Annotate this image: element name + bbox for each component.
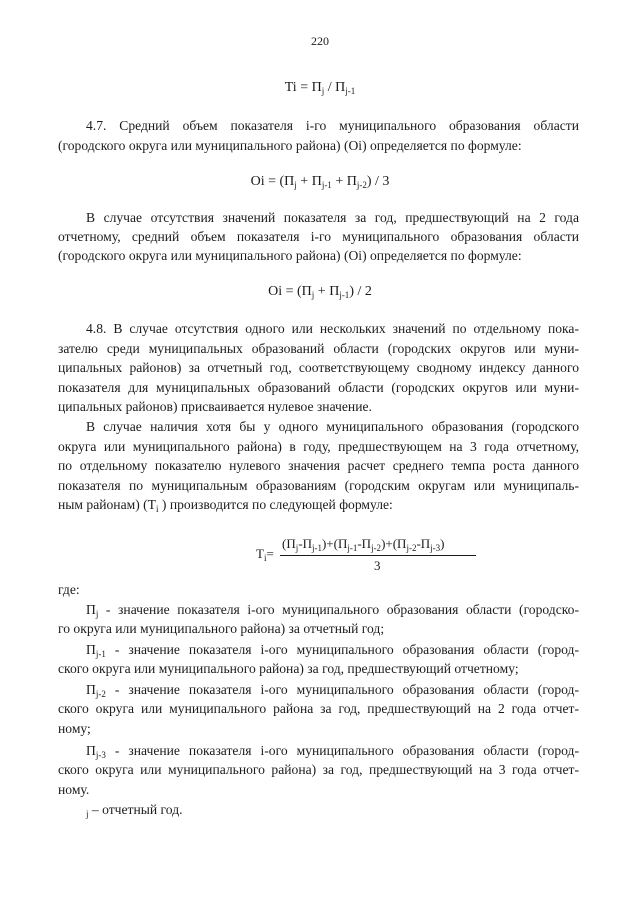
- formula-subscript: j-3: [430, 543, 441, 553]
- definition-pj-line: го округа или муниципального района) за отчетный год;: [58, 621, 385, 636]
- definition-pj1-line: [86, 641, 579, 659]
- formula-subscript: j-3: [95, 750, 106, 760]
- paragraph-4-8-line: зателю среди муниципальных образований области (городских округов или муни-: [58, 341, 579, 356]
- formula-subscript: j-1: [321, 180, 332, 190]
- formula-text: ): [440, 536, 445, 551]
- paragraph-text: ) производится по следующей формуле:: [158, 497, 393, 512]
- definition-year-line: [86, 801, 183, 819]
- formula-subscript: j: [86, 809, 89, 819]
- formula-subscript: j: [95, 609, 99, 619]
- page-number: 220: [311, 34, 329, 48]
- formula-subscript: j-1: [345, 86, 356, 96]
- formula-average-3: [0, 174, 640, 190]
- formula-text: (П: [282, 536, 296, 551]
- paragraph-absent-line: отчетному, средний объем показателя i-го муниципального образования области: [58, 229, 579, 244]
- definition-pj-line: [86, 601, 579, 619]
- definition-pj2-line: ского округа или муниципального района за год, предшествующий на 2 года отчет-: [58, 701, 579, 716]
- formula-subscript: j-2: [406, 543, 417, 553]
- formula-growth-rate: [0, 80, 640, 96]
- formula-text: Оi = (П: [268, 284, 312, 299]
- formula-text: Оi = (П: [250, 174, 295, 189]
- formula-text: + П: [314, 284, 340, 299]
- definition-text: - значение показателя i-ого муниципального образования области (город-: [105, 682, 579, 697]
- definition-text: - значение показателя i-ого муниципального образования области (город-: [105, 642, 579, 657]
- formula-subscript: j-2: [371, 543, 382, 553]
- symbol: П: [86, 602, 96, 617]
- formula-text: ) / 3: [366, 174, 390, 189]
- formula-text: + П: [296, 174, 322, 189]
- formula-subscript: j-1: [339, 290, 350, 300]
- paragraph-4-7-line: (городского округа или муниципального района) (Оi) определяется по формуле:: [58, 138, 522, 153]
- formula-text: + П: [331, 174, 357, 189]
- symbol: П: [86, 743, 96, 758]
- paragraph-absent-line: (городского округа или муниципального района) (Оi) определяется по формуле:: [58, 248, 522, 263]
- formula-lhs: [256, 546, 274, 562]
- paragraph-4-8-line: 4.8. В случае отсутствия одного или нескольких значений по отдельному пока-: [86, 321, 579, 336]
- formula-subscript: j: [321, 86, 325, 96]
- paragraph-zero-line: по отдельному показателю нулевого значения расчет среднего темпа роста данного: [58, 458, 579, 473]
- formula-text: ) / 2: [349, 284, 372, 299]
- formula-text: =: [266, 546, 274, 561]
- definition-text: – отчетный год.: [88, 802, 183, 817]
- formula-text: П: [311, 80, 322, 95]
- definition-pj3-line: ному.: [58, 782, 90, 797]
- formula-text: )+(П: [321, 536, 348, 551]
- formula-subscript: j-2: [95, 689, 106, 699]
- where-label: где:: [58, 582, 80, 597]
- paragraph-zero-line: [58, 496, 393, 514]
- formula-subscript: j-1: [95, 649, 106, 659]
- symbol: П: [86, 682, 96, 697]
- formula-subscript: j-1: [347, 543, 358, 553]
- definition-pj3-line: ского округа или муниципального района) за год, предшествующий на 3 года отчет-: [58, 762, 579, 777]
- paragraph-4-8-line: ципальных районов) за отчетный год, соответствующему сводному индексу данного: [58, 360, 579, 375]
- formula-subscript: j: [311, 290, 315, 300]
- formula-subscript: j-2: [356, 180, 367, 190]
- formula-subscript: i: [155, 504, 159, 514]
- paragraph-absent-line: В случае отсутствия значений показателя за год, предшествующий на 2 года: [86, 210, 579, 225]
- formula-subscript: j: [294, 180, 297, 190]
- paragraph-zero-line: округа или муниципального района) в году, предшествующем на 3 года отчетному,: [58, 439, 579, 454]
- formula-subscript: j: [295, 543, 299, 553]
- definition-pj2-line: ному;: [58, 721, 91, 736]
- formula-subscript: i: [263, 553, 267, 563]
- paragraph-4-8-line: ципальных районов) присваивается нулевое значение.: [58, 399, 372, 414]
- definition-text: - значение показателя i-ого муниципального образования области (город-: [105, 743, 579, 758]
- formula-text: Ti =: [284, 80, 312, 95]
- paragraph-zero-line: показателя по муниципальным образованиям (городским округам или муниципаль-: [58, 478, 579, 493]
- formula-numerator: [282, 536, 445, 552]
- paragraph-text: ным районам) (T: [58, 497, 156, 512]
- formula-text: T: [256, 546, 264, 561]
- definition-pj2-line: [86, 681, 579, 699]
- formula-subscript: j-1: [311, 543, 322, 553]
- formula-text: -П: [357, 536, 372, 551]
- definition-pj3-line: [86, 742, 579, 760]
- formula-text: / П: [324, 80, 346, 95]
- paragraph-4-8-line: показателя для муниципальных образований области (городских округов или муни-: [58, 380, 579, 395]
- paragraph-4-7-line: 4.7. Средний объем показателя i-го муниципального образования области: [86, 118, 579, 133]
- symbol: П: [86, 642, 96, 657]
- formula-text: )+(П: [381, 536, 407, 551]
- paragraph-zero-line: В случае наличия хотя бы у одного муниципального образования (городского: [86, 419, 579, 434]
- definition-text: - значение показателя i-ого муниципального образования области (городско-: [98, 602, 579, 617]
- formula-text: -П: [298, 536, 312, 551]
- formula-text: -П: [416, 536, 431, 551]
- fraction-bar: [280, 555, 476, 556]
- definition-pj1-line: ского округа или муниципального района) за год, предшествующий отчетному;: [58, 661, 519, 676]
- formula-average-2: [0, 284, 640, 300]
- formula-denominator: 3: [374, 558, 381, 573]
